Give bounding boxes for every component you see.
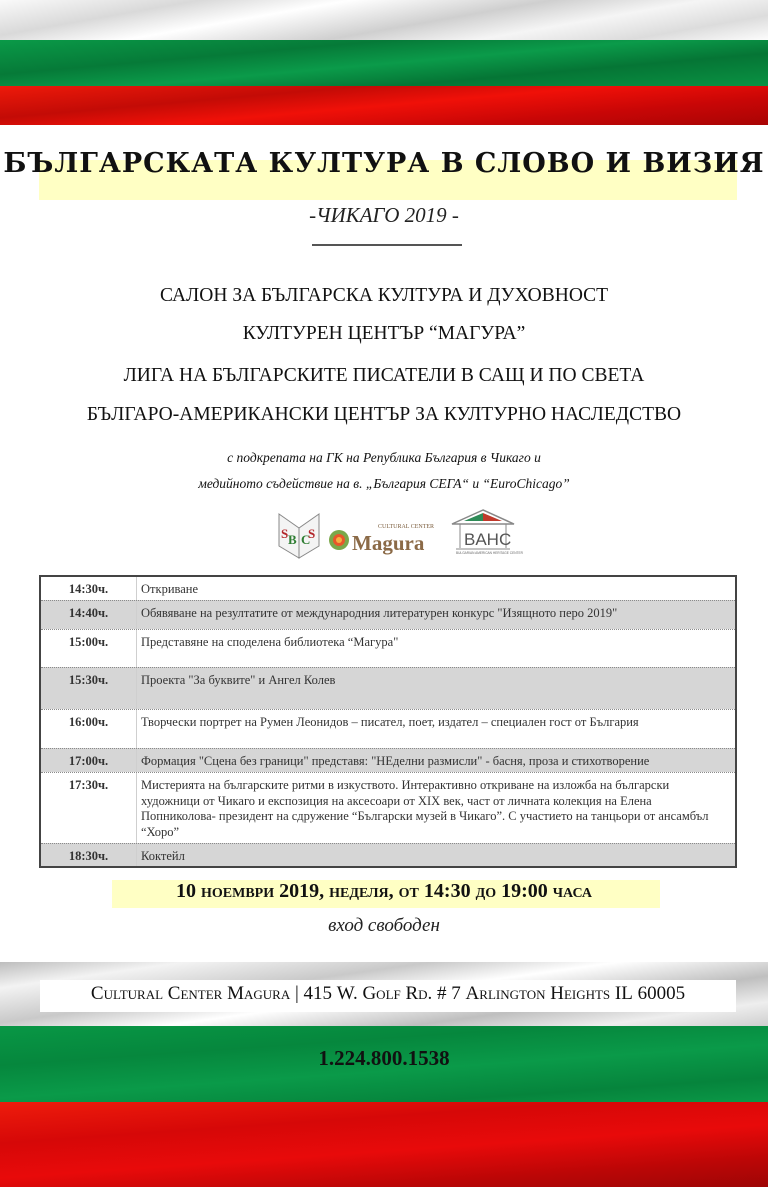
date-text: неделя, от (329, 880, 419, 902)
flag-green-stripe (0, 40, 768, 88)
schedule-time: 15:30ч. (41, 668, 137, 709)
flag-white-stripe (0, 0, 768, 42)
entry-note: вход свободен (328, 915, 440, 936)
table-row (41, 667, 735, 709)
organizer-line: БЪЛГАРО-АМЕРИКАНСКИ ЦЕНТЪР ЗА КУЛТУРНО НАСЛЕДСТВО (86, 404, 682, 425)
address-text: Arlington Heights IL (465, 983, 633, 1004)
organizer-line: ЛИГА НА БЪЛГАРСКИТЕ ПИСАТЕЛИ В САЩ И ПО СВЕТА (123, 365, 645, 386)
date-text: 19:00 (496, 880, 553, 902)
organizer-line: КУЛТУРЕН ЦЕНТЪР “МАГУРА” (242, 323, 526, 344)
schedule-desc: Обявяване на резултатите от международния литературен конкурс "Изящното перо 2019" (141, 606, 618, 620)
organizer-line: САЛОН ЗА БЪЛГАРСКА КУЛТУРА И ДУХОВНОСТ (159, 285, 609, 306)
address (40, 983, 736, 1005)
bahc-logo (450, 508, 523, 556)
address-text: W. Golf Rd. # (336, 983, 447, 1004)
page-title: БЪЛГАРСКАТА КУЛТУРА В СЛОВО И ВИЗИЯ (3, 148, 765, 179)
schedule-desc: Проекта "За буквите" и Ангел Колев (141, 673, 336, 687)
flag-banner-top (0, 0, 768, 125)
support-line: медийното съдействие на в. „България СЕГА“ и “EuroChicago” (198, 476, 570, 491)
schedule-desc: Формация "Сцена без граници" представя: "НЕделни размисли" - басня, проза и стихотворение (141, 754, 650, 768)
date-text: 10 (175, 880, 201, 902)
address-text: 7 (446, 983, 466, 1004)
schedule-desc: Коктейл (141, 849, 185, 863)
address-text: Cultural Center Magura (90, 983, 291, 1004)
address-text: | 415 (290, 983, 337, 1004)
schedule-time: 17:00ч. (41, 749, 137, 772)
svg-text:B: B (288, 532, 297, 547)
svg-text:S: S (308, 526, 316, 541)
schedule-time: 17:30ч. (41, 773, 137, 843)
date-text: ноември (200, 880, 275, 902)
partner-logos (270, 508, 523, 560)
schedule-time: 14:40ч. (41, 601, 137, 629)
svg-text:BULGARIAN AMERICAN HERITAGE CE: BULGARIAN AMERICAN HERITAGE CENTER (456, 551, 523, 555)
divider (312, 244, 462, 246)
schedule-desc: Представяне на споделена библиотека “Магура" (141, 635, 399, 649)
date-text: 2019, (274, 880, 330, 902)
schedule-desc: Творчески портрет на Румен Леонидов – писател, поет, издател – специален гост от България (141, 715, 639, 729)
svg-text:BAHC: BAHC (464, 530, 512, 549)
table-row (41, 577, 735, 600)
sbcs-logo (275, 510, 323, 560)
svg-text:S: S (281, 526, 289, 541)
table-row (41, 629, 735, 667)
schedule-time: 14:30ч. (41, 577, 137, 600)
schedule-time: 18:30ч. (41, 844, 137, 866)
phone-number: 1.224.800.1538 (318, 1046, 450, 1070)
support-line: с подкрепата на ГК на Република България в Чикаго и (227, 450, 541, 465)
schedule-table (39, 575, 737, 868)
schedule-time: 16:00ч. (41, 710, 137, 748)
table-row (41, 748, 735, 772)
address-text: 60005 (632, 983, 686, 1004)
flag-red-stripe (0, 1102, 768, 1187)
page-subtitle: -ЧИКАГО 2019 - (309, 203, 459, 227)
date-text: 14:30 (418, 880, 476, 902)
table-row (41, 843, 735, 866)
svg-text:CULTURAL CENTER: CULTURAL CENTER (378, 524, 435, 530)
svg-text:Magura: Magura (352, 531, 425, 555)
date-text: до (475, 880, 497, 902)
table-row (41, 600, 735, 629)
table-row (41, 772, 735, 843)
table-row (41, 709, 735, 748)
flag-red-stripe (0, 86, 768, 125)
date-text: часа (552, 880, 592, 902)
magura-logo (328, 520, 440, 554)
schedule-desc: Мистерията на българските ритми в изкуството. Интерактивно откриване на изложба на български художници от Чикаго и експозиция на аксесоари от XIX век, част от личната колекция на Елена Попниколова- президент на сдружение “Български музей в Чикаго”. С участието на танцьори от ансамбъл “Хоро” (141, 778, 709, 839)
schedule-time: 15:00ч. (41, 630, 137, 667)
schedule-desc: Откриване (141, 582, 199, 596)
event-date (0, 880, 768, 903)
svg-text:C: C (301, 532, 311, 547)
